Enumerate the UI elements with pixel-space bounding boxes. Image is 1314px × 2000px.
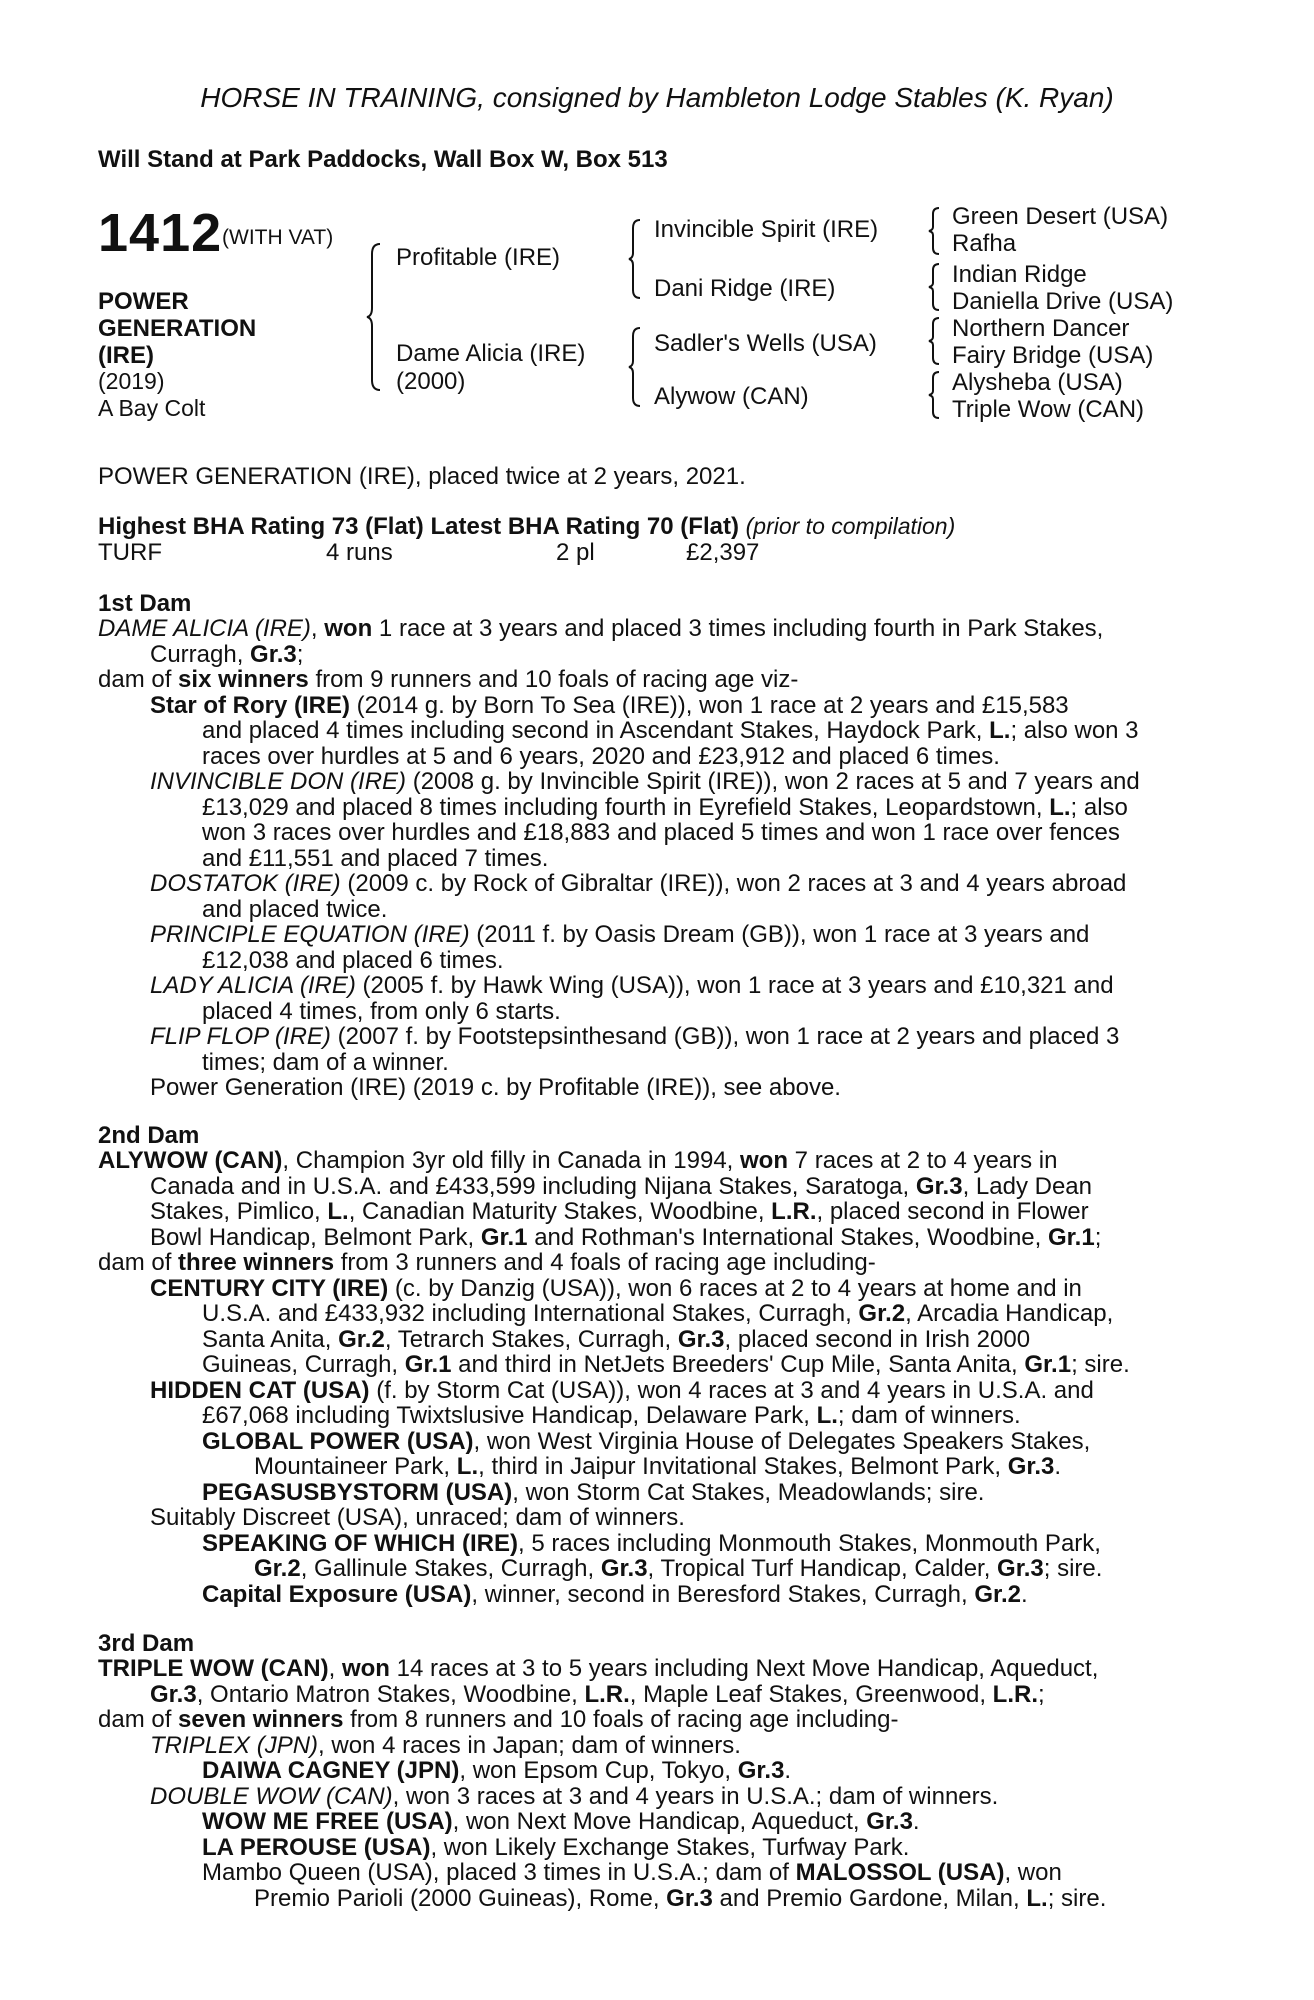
horse-description: A Bay Colt xyxy=(98,395,206,421)
pedigree-brace-ggp-1 xyxy=(928,206,942,256)
text-line: Mountaineer Park, L., third in Jaipur Invitational Stakes, Belmont Park, Gr.3. xyxy=(254,1453,1062,1480)
text-line: and placed 4 times including second in Ascendant Stakes, Haydock Park, L.; also won 3 xyxy=(202,717,1139,744)
text-line: £12,038 and placed 6 times. xyxy=(202,946,504,974)
text-line: Power Generation (IRE) (2019 c. by Profitable (IRE)), see above. xyxy=(150,1074,841,1101)
pedigree-ggp-7: Alysheba (USA) xyxy=(952,369,1123,396)
pedigree-brace-ggp-4 xyxy=(928,370,942,420)
second-dam-heading: 2nd Dam xyxy=(98,1122,200,1149)
text-line: Curragh, Gr.3; xyxy=(150,640,304,668)
pedigree-brace-dam xyxy=(628,326,644,408)
page-title: HORSE IN TRAINING, consigned by Hambleton Lodge Stables (K. Ryan) xyxy=(200,82,1114,113)
text-line: Guineas, Curragh, Gr.1 and third in NetJets Breeders' Cup Mile, Santa Anita, Gr.1; sire. xyxy=(202,1351,1130,1378)
pedigree-ggp-1: Green Desert (USA) xyxy=(952,203,1169,230)
text-line: DOSTATOK (IRE) (2009 c. by Rock of Gibraltar (IRE)), won 2 races at 3 and 4 years abroad xyxy=(150,870,1127,897)
pedigree-sire: Profitable (IRE) xyxy=(396,244,561,271)
text-line: HIDDEN CAT (USA) (f. by Storm Cat (USA)), won 4 races at 3 and 4 years in U.S.A. and xyxy=(150,1376,1094,1404)
text-line: FLIP FLOP (IRE) (2007 f. by Footstepsinthesand (GB)), won 1 race at 2 years and placed 3 xyxy=(150,1023,1120,1050)
pedigree-ggp-8: Triple Wow (CAN) xyxy=(952,396,1145,423)
highest-rating: Highest BHA Rating 73 (Flat) xyxy=(98,513,424,540)
text-line: Star of Rory (IRE) (2014 g. by Born To Sea (IRE)), won 1 race at 2 years and £15,583 xyxy=(150,691,1069,719)
text-line: and £11,551 and placed 7 times. xyxy=(202,844,549,872)
horse-name xyxy=(98,288,256,369)
pedigree-dam-year: (2000) xyxy=(396,368,466,395)
pedigree-dam-dam: Alywow (CAN) xyxy=(654,383,809,410)
text-line: £13,029 and placed 8 times including fourth in Eyrefield Stakes, Leopardstown, L.; also xyxy=(202,793,1128,821)
pedigree-sire-sire: Invincible Spirit (IRE) xyxy=(654,216,879,243)
text-line: CENTURY CITY (IRE) (c. by Danzig (USA)), won 6 races at 2 to 4 years at home and in xyxy=(150,1274,1082,1302)
text-line: Mambo Queen (USA), placed 3 times in U.S.A.; dam of MALOSSOL (USA), won xyxy=(202,1859,1062,1886)
text-line: placed 4 times, from only 6 starts. xyxy=(202,997,561,1025)
rating-line xyxy=(98,514,955,540)
pedigree-dam-sire: Sadler's Wells (USA) xyxy=(654,330,877,357)
pedigree-ggp-6: Fairy Bridge (USA) xyxy=(952,342,1154,369)
text-line: SPEAKING OF WHICH (IRE), 5 races including Monmouth Stakes, Monmouth Park, xyxy=(202,1529,1101,1557)
text-line: INVINCIBLE DON (IRE) (2008 g. by Invincible Spirit (IRE)), won 2 races at 5 and 7 years and xyxy=(150,768,1140,795)
text-line: ALYWOW (CAN), Champion 3yr old filly in Canada in 1994, won 7 races at 2 to 4 years in xyxy=(98,1147,1058,1174)
horse-name-line2: GENERATION xyxy=(98,315,257,342)
race-summary: POWER GENERATION (IRE), placed twice at 2 years, 2021. xyxy=(98,463,746,490)
pedigree-brace-large xyxy=(366,242,386,392)
pedigree-brace-ggp-2 xyxy=(928,262,942,312)
pedigree-brace-sire xyxy=(628,218,644,300)
pedigree-brace-ggp-3 xyxy=(928,316,942,366)
text-line: U.S.A. and £433,932 including International Stakes, Curragh, Gr.2, Arcadia Handicap, xyxy=(202,1300,1114,1327)
text-line: WOW ME FREE (USA), won Next Move Handicap, Aqueduct, Gr.3. xyxy=(202,1808,920,1835)
first-dam-text xyxy=(98,616,1206,1101)
horse-details xyxy=(98,368,205,422)
third-dam-text xyxy=(98,1656,1206,1911)
text-line: Capital Exposure (USA), winner, second in Beresford Stakes, Curragh, Gr.2. xyxy=(202,1580,1028,1608)
text-line: DAIWA CAGNEY (JPN), won Epsom Cup, Tokyo, Gr.3. xyxy=(202,1757,792,1784)
text-line: LA PEROUSE (USA), won Likely Exchange Stakes, Turfway Park. xyxy=(202,1833,910,1861)
text-line: Gr.3, Ontario Matron Stakes, Woodbine, L.R., Maple Leaf Stakes, Greenwood, L.R.; xyxy=(150,1680,1045,1708)
text-line: £67,068 including Twixtslusive Handicap, Delaware Park, L.; dam of winners. xyxy=(202,1402,1021,1429)
text-line: dam of seven winners from 8 runners and 10 foals of racing age including- xyxy=(98,1706,899,1733)
turf-runs: 4 runs xyxy=(326,539,393,566)
text-line: Bowl Handicap, Belmont Park, Gr.1 and Rothman's International Stakes, Woodbine, Gr.1; xyxy=(150,1223,1102,1251)
vat-note: (WITH VAT) xyxy=(222,226,334,249)
stand-location: Will Stand at Park Paddocks, Wall Box W, Box 513 xyxy=(98,146,668,173)
text-line: Santa Anita, Gr.2, Tetrarch Stakes, Curragh, Gr.3, placed second in Irish 2000 xyxy=(202,1325,1031,1353)
text-line: PRINCIPLE EQUATION (IRE) (2011 f. by Oasis Dream (GB)), won 1 race at 3 years and xyxy=(150,921,1090,948)
text-line: LADY ALICIA (IRE) (2005 f. by Hawk Wing (USA)), won 1 race at 3 years and £10,321 and xyxy=(150,972,1114,999)
text-line: times; dam of a winner. xyxy=(202,1048,449,1076)
turf-record-label: TURF xyxy=(98,539,162,566)
text-line: GLOBAL POWER (USA), won West Virginia House of Delegates Speakers Stakes, xyxy=(202,1427,1091,1455)
text-line: Gr.2, Gallinule Stakes, Curragh, Gr.3, Tropical Turf Handicap, Calder, Gr.3; sire. xyxy=(254,1555,1103,1582)
foaling-year: (2019) xyxy=(98,368,165,394)
rating-note: (prior to compilation) xyxy=(745,513,956,539)
lot-number: 1412 xyxy=(98,203,223,263)
text-line: races over hurdles at 5 and 6 years, 2020 and £23,912 and placed 6 times. xyxy=(202,742,1000,770)
pedigree-ggp-5: Northern Dancer xyxy=(952,315,1130,342)
text-line: won 3 races over hurdles and £18,883 and placed 5 times and won 1 race over fences xyxy=(202,819,1120,846)
text-line: dam of six winners from 9 runners and 10 foals of racing age viz- xyxy=(98,666,799,693)
turf-placed: 2 pl xyxy=(556,539,595,566)
text-line: DAME ALICIA (IRE), won 1 race at 3 years and placed 3 times including fourth in Park Stakes, xyxy=(98,615,1104,642)
text-line: dam of three winners from 3 runners and 4 foals of racing age including- xyxy=(98,1249,876,1276)
text-line: TRIPLEX (JPN), won 4 races in Japan; dam of winners. xyxy=(150,1731,741,1759)
third-dam-heading: 3rd Dam xyxy=(98,1630,195,1657)
pedigree-ggp-2: Rafha xyxy=(952,230,1017,257)
text-line: DOUBLE WOW (CAN), won 3 races at 3 and 4 years in U.S.A.; dam of winners. xyxy=(150,1782,999,1810)
latest-rating: Latest BHA Rating 70 (Flat) xyxy=(430,513,739,540)
text-line: Suitably Discreet (USA), unraced; dam of winners. xyxy=(150,1504,685,1531)
horse-name-line3: (IRE) xyxy=(98,342,154,369)
second-dam-text xyxy=(98,1148,1206,1607)
text-line: TRIPLE WOW (CAN), won 14 races at 3 to 5 years including Next Move Handicap, Aqueduct, xyxy=(98,1655,1099,1682)
first-dam-heading: 1st Dam xyxy=(98,590,192,617)
text-line: Canada and in U.S.A. and £433,599 including Nijana Stakes, Saratoga, Gr.3, Lady Dean xyxy=(150,1172,1092,1200)
pedigree-sire-dam: Dani Ridge (IRE) xyxy=(654,275,836,302)
text-line: Stakes, Pimlico, L., Canadian Maturity Stakes, Woodbine, L.R., placed second in Flower xyxy=(150,1198,1089,1225)
text-line: Premio Parioli (2000 Guineas), Rome, Gr.3 and Premio Gardone, Milan, L.; sire. xyxy=(254,1884,1107,1912)
text-line: and placed twice. xyxy=(202,895,388,923)
text-line: PEGASUSBYSTORM (USA), won Storm Cat Stakes, Meadowlands; sire. xyxy=(202,1478,985,1506)
pedigree-ggp-4: Daniella Drive (USA) xyxy=(952,288,1174,315)
pedigree-dam: Dame Alicia (IRE) xyxy=(396,340,586,367)
horse-name-line1: POWER xyxy=(98,288,189,315)
turf-prize: £2,397 xyxy=(686,539,760,566)
pedigree-ggp-3: Indian Ridge xyxy=(952,261,1087,288)
